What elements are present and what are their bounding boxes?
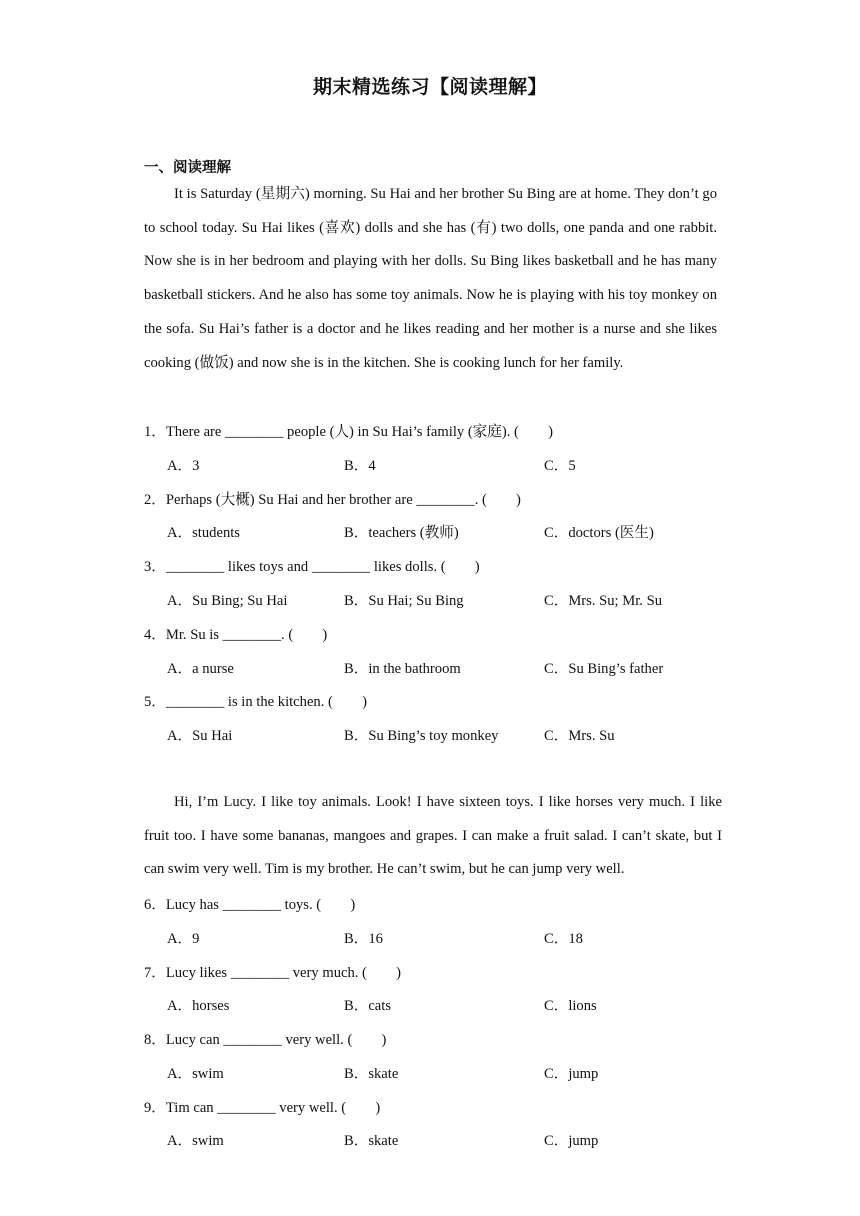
reading-passage-1: It is Saturday (星期六) morning. Su Hai and her brother Su Bing are at home. They don’t go to school today. Su Hai likes (喜欢) dolls and she has (有) two dolls, one panda and one rabbit. Now she is in her bedroom and playing with her dolls. Su Bing likes basketball and he has many basketball stickers. And he also has some toy animals. Now he is playing with his toy monkey on the sofa. Su Hai’s father is a doctor and he likes reading and her mother is a nurse and she likes cooking (做饭) and now she is in the kitchen. She is cooking lunch for her family. xyxy=(144,186,717,371)
question-2-options xyxy=(167,523,727,543)
section-heading: 一、阅读理解 xyxy=(144,160,231,176)
option-c: C．5 xyxy=(544,458,576,474)
question-6-options xyxy=(167,929,727,949)
option-a: A．a nurse xyxy=(167,661,234,677)
option-a: A．swim xyxy=(167,1133,224,1149)
question-9: 9．Tim can ________ very well. ( ) xyxy=(144,1100,381,1116)
option-c: C．lions xyxy=(544,998,597,1014)
option-a: A．students xyxy=(167,525,240,541)
option-a: A．3 xyxy=(167,458,200,474)
option-c: C．doctors (医生) xyxy=(544,525,654,541)
question-3: 3．________ likes toys and ________ likes dolls. ( ) xyxy=(144,559,480,575)
question-9-options xyxy=(167,1131,727,1151)
question-5: 5．________ is in the kitchen. ( ) xyxy=(144,694,367,710)
question-3-options xyxy=(167,591,727,611)
page-title: 期末精选练习【阅读理解】 xyxy=(312,76,547,98)
question-6: 6．Lucy has ________ toys. ( ) xyxy=(144,897,356,913)
question-1-options xyxy=(167,456,727,476)
option-b: B．4 xyxy=(344,458,376,474)
option-b: B．Su Bing’s toy monkey xyxy=(344,728,499,744)
option-c: C．18 xyxy=(544,931,583,947)
question-1: 1．There are ________ people (人) in Su Hai’s family (家庭). ( ) xyxy=(144,424,553,440)
option-b: B．cats xyxy=(344,998,392,1014)
question-7-options xyxy=(167,996,727,1016)
reading-passage-2: Hi, I’m Lucy. I like toy animals. Look! I have sixteen toys. I like horses very much. I like fruit too. I have some bananas, mangoes and grapes. I can make a fruit salad. I can’t skate, but I can swim very well. Tim is my brother. He can’t swim, but he can jump very well. xyxy=(144,794,722,878)
option-b: B．skate xyxy=(344,1133,399,1149)
question-8: 8．Lucy can ________ very well. ( ) xyxy=(144,1032,387,1048)
option-a: A．9 xyxy=(167,931,200,947)
question-8-options xyxy=(167,1064,727,1084)
question-4-options xyxy=(167,659,727,679)
option-b: B．skate xyxy=(344,1066,399,1082)
option-b: B．Su Hai; Su Bing xyxy=(344,593,464,609)
option-a: A．swim xyxy=(167,1066,224,1082)
question-7: 7．Lucy likes ________ very much. ( ) xyxy=(144,965,401,981)
option-c: C．jump xyxy=(544,1066,599,1082)
option-a: A．Su Bing; Su Hai xyxy=(167,593,288,609)
option-c: C．Mrs. Su; Mr. Su xyxy=(544,593,662,609)
option-a: A．Su Hai xyxy=(167,728,233,744)
option-a: A．horses xyxy=(167,998,230,1014)
option-b: B．in the bathroom xyxy=(344,661,461,677)
question-5-options xyxy=(167,726,727,746)
option-b: B．teachers (教师) xyxy=(344,525,459,541)
question-2: 2．Perhaps (大概) Su Hai and her brother are ________. ( ) xyxy=(144,492,521,508)
question-4: 4．Mr. Su is ________. ( ) xyxy=(144,627,328,643)
option-c: C．jump xyxy=(544,1133,599,1149)
option-b: B．16 xyxy=(344,931,383,947)
option-c: C．Su Bing’s father xyxy=(544,661,664,677)
option-c: C．Mrs. Su xyxy=(544,728,615,744)
